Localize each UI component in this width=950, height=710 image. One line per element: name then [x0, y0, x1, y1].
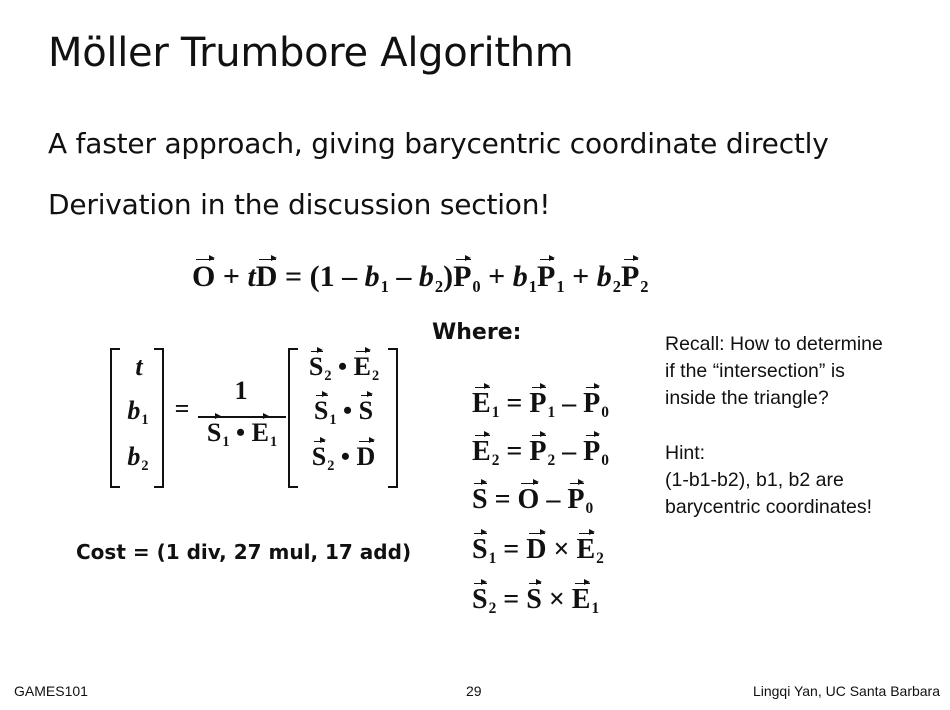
cost-label: Cost = (1 div, 27 mul, 17 add) [76, 540, 412, 564]
left-vector-b2: $b_2$ [127, 442, 149, 474]
definition-E1: $E_1 = P_1 - P_0$ [472, 388, 609, 422]
eq-p2-sub: 2 [640, 276, 649, 296]
eq-b1-term-sub: 1 [528, 276, 538, 296]
footer-author: Lingqi Yan, UC Santa Barbara [752, 683, 940, 699]
definition-S1: $S_1 = D \times E_2$ [472, 534, 604, 568]
eq-plus-2: + [488, 260, 506, 293]
definition-S2: $S_2 = S \times E_1$ [472, 584, 600, 618]
ray-triangle-equation [192, 260, 649, 297]
eq-b1-sub: 1 [380, 276, 389, 296]
left-vector-bracket-right [154, 348, 164, 488]
hint-line-1: Hint: [665, 442, 706, 464]
hint-line-2: (1-b1-b2), b1, b2 are [665, 469, 844, 491]
recall-line-2: if the “intersection” is [665, 360, 845, 382]
fraction-numerator: 1 [234, 376, 248, 405]
bullet-derivation: Derivation in the discussion section! [48, 188, 551, 221]
right-vector-row-2: $S_1$ • S [313, 396, 374, 428]
fraction-denominator: $S_1$ • $E_1$ [206, 418, 278, 450]
eq-coef-open: (1 – [309, 260, 365, 293]
matrix-equation [110, 348, 410, 488]
vector-O: O [192, 260, 216, 293]
eq-b2-term: b [596, 260, 612, 293]
eq-coef-close: ) [443, 260, 454, 293]
vector-P0: P [453, 260, 472, 293]
eq-minus: – [388, 260, 419, 293]
vector-D: D [255, 260, 278, 293]
eq-b1: b [364, 260, 380, 293]
eq-plus: + [222, 260, 240, 293]
eq-p1-sub: 1 [556, 276, 565, 296]
footer-course: GAMES101 [14, 683, 88, 699]
eq-equals: = [284, 260, 303, 293]
eq-b2: b [418, 260, 434, 293]
left-vector-t: t [135, 352, 143, 381]
definition-S: $S = O - P_0$ [472, 484, 594, 518]
eq-p0-sub: 0 [472, 276, 481, 296]
eq-plus-3: + [572, 260, 590, 293]
eq-b2-sub: 2 [434, 276, 444, 296]
right-vector-row-3: $S_2$ • D [311, 442, 376, 474]
right-vector-row-1: $S_2$ • $E_2$ [308, 352, 380, 384]
matrix-equals: = [174, 394, 190, 423]
where-label: Where: [432, 320, 522, 345]
footer-page-number: 29 [466, 683, 482, 699]
recall-line-3: inside the triangle? [665, 387, 829, 409]
slide-title: Möller Trumbore Algorithm [48, 30, 574, 76]
left-vector-b1: $b_1$ [127, 396, 149, 428]
recall-line-1: Recall: How to determine [665, 333, 883, 355]
eq-b2-term-sub: 2 [612, 276, 621, 296]
right-vector-bracket-right [388, 348, 398, 488]
vector-P1: P [537, 260, 556, 293]
recall-note [665, 331, 883, 412]
eq-t: t [247, 260, 256, 293]
left-vector-bracket-left [110, 348, 120, 488]
vector-P2: P [620, 260, 640, 293]
hint-line-3: barycentric coordinates! [665, 496, 873, 518]
definition-E2: $E_2 = P_2 - P_0$ [472, 436, 609, 470]
bullet-faster-approach: A faster approach, giving barycentric coordinate directly [48, 127, 829, 160]
hint-note [665, 440, 872, 521]
eq-b1-term: b [512, 260, 528, 293]
